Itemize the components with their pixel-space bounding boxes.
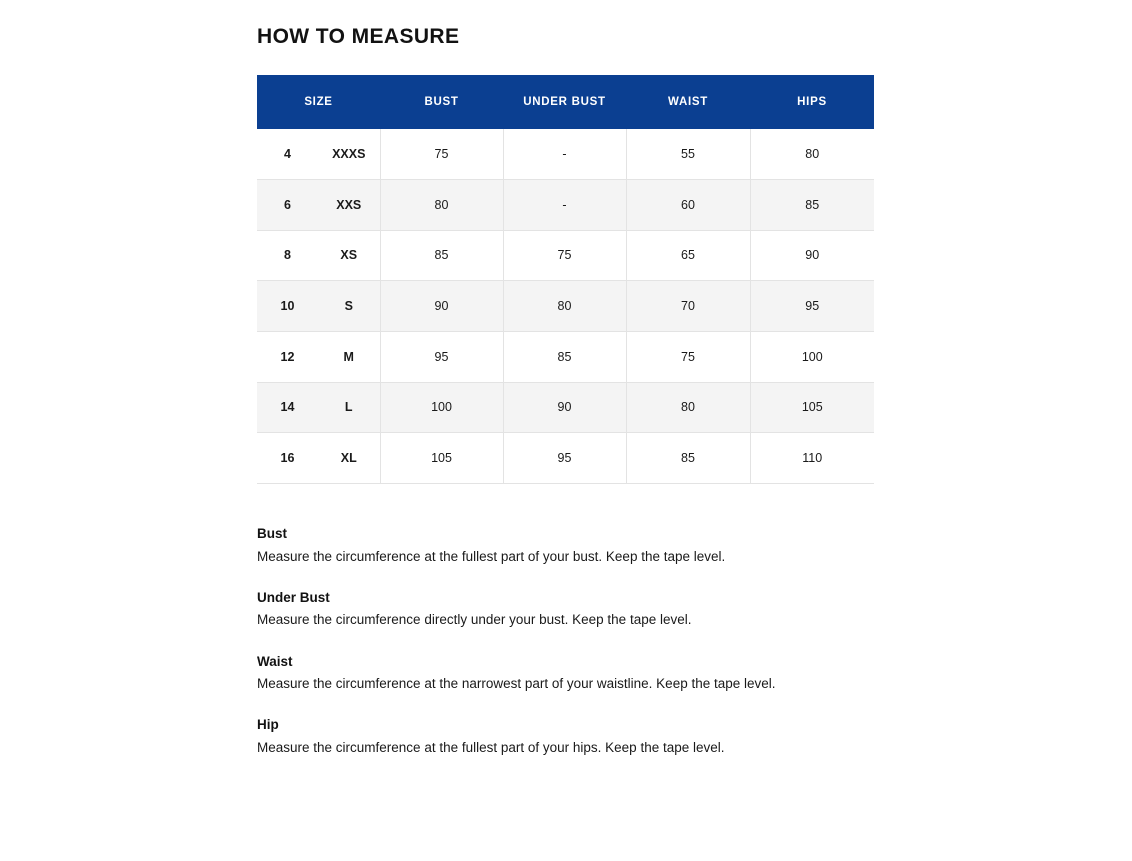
instruction-title: Bust xyxy=(257,526,287,541)
instruction-text: Measure the circumference at the narrowest part of your waistline. Keep the tape level. xyxy=(257,676,776,692)
cell-hips: 80 xyxy=(750,129,874,179)
instruction-title: Hip xyxy=(257,717,279,733)
cell-waist: 85 xyxy=(626,433,750,484)
column-header-bust: BUST xyxy=(380,75,503,129)
cell-under-bust: 85 xyxy=(503,331,626,382)
table-row xyxy=(257,382,874,433)
cell-waist: 70 xyxy=(626,281,750,332)
table-row xyxy=(257,230,874,281)
cell-under-bust: 95 xyxy=(503,433,626,484)
cell-waist: 55 xyxy=(626,129,750,179)
instruction-text: Measure the circumference at the fullest part of your bust. Keep the tape level. xyxy=(257,548,726,564)
instruction-title: Under Bust xyxy=(257,589,330,605)
cell-under-bust: - xyxy=(503,179,626,230)
table-body xyxy=(257,129,874,483)
table-header xyxy=(257,75,874,129)
cell-size-alpha: M xyxy=(318,331,380,382)
cell-size-alpha: XL xyxy=(318,433,380,484)
instruction-bust xyxy=(257,525,874,566)
cell-hips: 90 xyxy=(750,230,874,281)
cell-under-bust: - xyxy=(503,129,626,179)
cell-size-alpha: XXXS xyxy=(318,129,380,179)
cell-bust: 85 xyxy=(380,230,503,281)
table-row xyxy=(257,331,874,382)
cell-size-alpha: XXS xyxy=(318,179,380,230)
cell-hips: 105 xyxy=(750,382,874,433)
cell-size-number: 8 xyxy=(257,230,318,281)
cell-waist: 80 xyxy=(626,382,750,433)
cell-size-alpha: XS xyxy=(318,230,380,281)
column-header-waist: WAIST xyxy=(626,75,750,129)
table-row xyxy=(257,433,874,484)
table-row xyxy=(257,179,874,230)
cell-bust: 90 xyxy=(380,281,503,332)
cell-hips: 110 xyxy=(750,433,874,484)
cell-bust: 105 xyxy=(380,433,503,484)
measurement-instructions xyxy=(257,525,874,757)
instruction-title: Waist xyxy=(257,653,293,669)
cell-size-alpha: L xyxy=(318,382,380,433)
instruction-text: Measure the circumference at the fullest part of your hips. Keep the tape level. xyxy=(257,739,725,755)
cell-waist: 65 xyxy=(626,230,750,281)
cell-hips: 85 xyxy=(750,179,874,230)
cell-hips: 100 xyxy=(750,331,874,382)
cell-size-number: 12 xyxy=(257,331,318,382)
cell-size-number: 14 xyxy=(257,382,318,433)
cell-waist: 75 xyxy=(626,331,750,382)
instruction-waist xyxy=(257,653,874,694)
cell-bust: 75 xyxy=(380,129,503,179)
cell-hips: 95 xyxy=(750,281,874,332)
cell-size-number: 10 xyxy=(257,281,318,332)
cell-bust: 80 xyxy=(380,179,503,230)
cell-bust: 95 xyxy=(380,331,503,382)
instruction-under-bust xyxy=(257,589,874,630)
cell-bust: 100 xyxy=(380,382,503,433)
cell-size-number: 16 xyxy=(257,433,318,484)
cell-under-bust: 80 xyxy=(503,281,626,332)
size-chart-table xyxy=(257,75,874,484)
instruction-hip xyxy=(257,716,874,757)
cell-size-alpha: S xyxy=(318,281,380,332)
instruction-text: Measure the circumference directly under your bust. Keep the tape level. xyxy=(257,612,692,628)
column-header-hips: HIPS xyxy=(750,75,874,129)
content-container xyxy=(257,24,874,757)
cell-size-number: 4 xyxy=(257,129,318,179)
column-header-under-bust: UNDER BUST xyxy=(503,75,626,129)
table-header-row xyxy=(257,75,874,129)
column-header-size: SIZE xyxy=(257,75,380,129)
cell-under-bust: 75 xyxy=(503,230,626,281)
table-row xyxy=(257,129,874,179)
cell-under-bust: 90 xyxy=(503,382,626,433)
cell-size-number: 6 xyxy=(257,179,318,230)
page-title: HOW TO MEASURE xyxy=(257,25,460,48)
table-row xyxy=(257,281,874,332)
cell-waist: 60 xyxy=(626,179,750,230)
